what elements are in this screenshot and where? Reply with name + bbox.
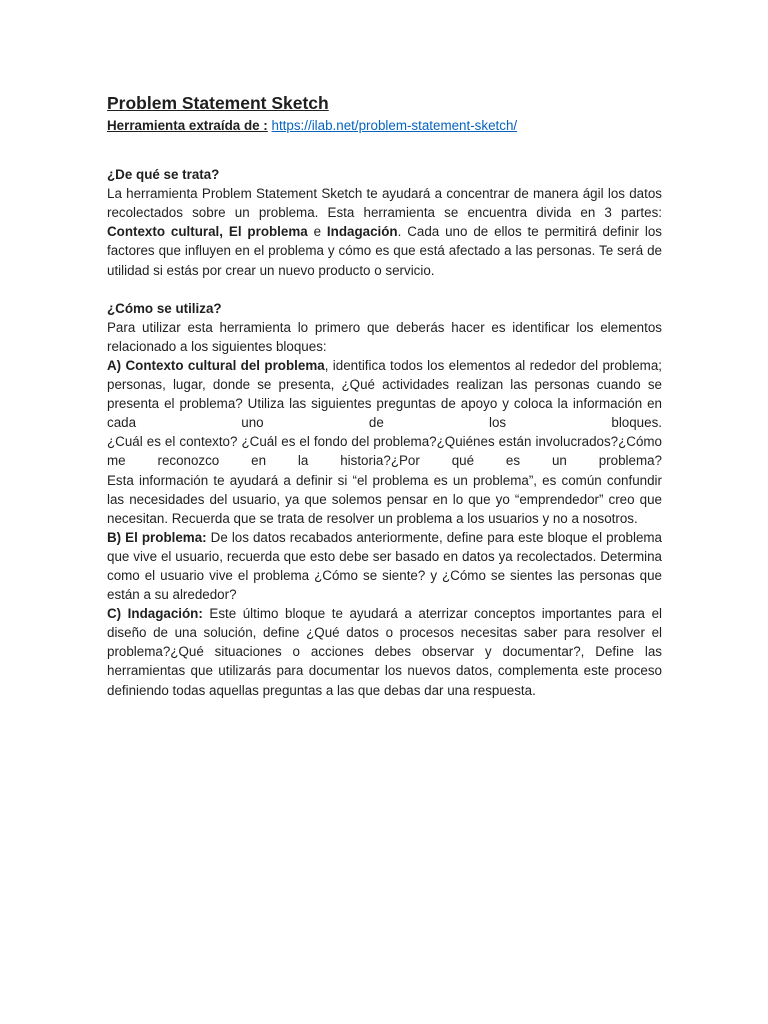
bold-run: El problema <box>228 224 308 240</box>
block-b-text: De los datos recabados anteriormente, define para este bloque el problema que vive el usuario, recuerda que esto debe ser basado en datos ya recolectados. Determina como el usuario vive el problema ¿Cómo se siente? y ¿Cómo se sientes las personas que están a su alrededor? <box>107 529 663 603</box>
block-b-label: B) El problema: <box>107 529 207 545</box>
block-a-paragraph <box>107 356 662 432</box>
block-a-questions: ¿Cuál es el contexto? ¿Cuál es el fondo del problema?¿Quiénes están involucrados?¿Cómo me reconozco en la historia?¿Por qué es un problema? <box>107 434 662 469</box>
block-a-text: , identifica todos los elementos al rededor del problema; personas, lugar, donde se presenta, ¿Qué actividades realizan las personas cuando se presenta el problema? Utiliza las siguientes preguntas de apoyo y coloca la información en cada uno de los bloques. <box>107 357 663 431</box>
section-heading-what: ¿De qué se trata? <box>107 167 220 183</box>
bold-run: , <box>219 224 229 240</box>
bold-run: Indagación <box>326 224 398 240</box>
text-run: . Cada uno de ellos te permitirá definir los factores que influyen en el problema y cómo es que está afectado a las personas. Te será de utilidad si estás por crear un nuevo producto o servicio. <box>107 224 663 278</box>
text-run: e <box>307 224 327 240</box>
bold-run: Contexto cultural <box>107 224 220 240</box>
block-a-note: Esta información te ayudará a definir si “el problema es un problema”, es común confundir las necesidades del usuario, ya que solemos pensar en lo que yo “emprendedor” creo que necesitan. Recuerda que se trata de resolver un problema a los usuarios y no a nosotros. <box>107 472 662 526</box>
source-label: Herramienta extraída de : <box>107 118 268 133</box>
block-b-paragraph <box>107 528 662 604</box>
block-c-text: Este último bloque te ayudará a aterrizar conceptos importantes para el diseño de una solución, define ¿Qué datos o procesos necesitas saber para resolver el problema?¿Qué situaciones o acciones debes observar y documentar?, Define las herramientas que utilizarás para documentar los nuevos datos, complementa este proceso definiendo todas aquellas preguntas a las que debas dar una respuesta. <box>107 606 662 698</box>
block-c-paragraph <box>107 604 662 699</box>
source-line <box>107 116 662 135</box>
spacer <box>107 135 662 165</box>
block-a-label: A) Contexto cultural del problema <box>107 357 325 373</box>
block-c-label: C) Indagación: <box>107 606 203 622</box>
document-page <box>107 92 662 700</box>
section-heading-how: ¿Cómo se utiliza? <box>107 300 222 316</box>
section-how-intro: Para utilizar esta herramienta lo primero que deberás hacer es identificar los elementos relacionado a los siguientes bloques: <box>107 319 662 354</box>
source-link[interactable]: https://ilab.net/problem-statement-sketch/ <box>271 118 518 133</box>
section-what-paragraph <box>107 184 662 279</box>
document-title: Problem Statement Sketch <box>107 93 329 113</box>
spacer <box>107 280 662 299</box>
text-run: La herramienta Problem Statement Sketch te ayudará a concentrar de manera ágil los datos recolectados sobre un problema. Esta herramienta se encuentra divida en 3 partes: <box>107 186 662 221</box>
